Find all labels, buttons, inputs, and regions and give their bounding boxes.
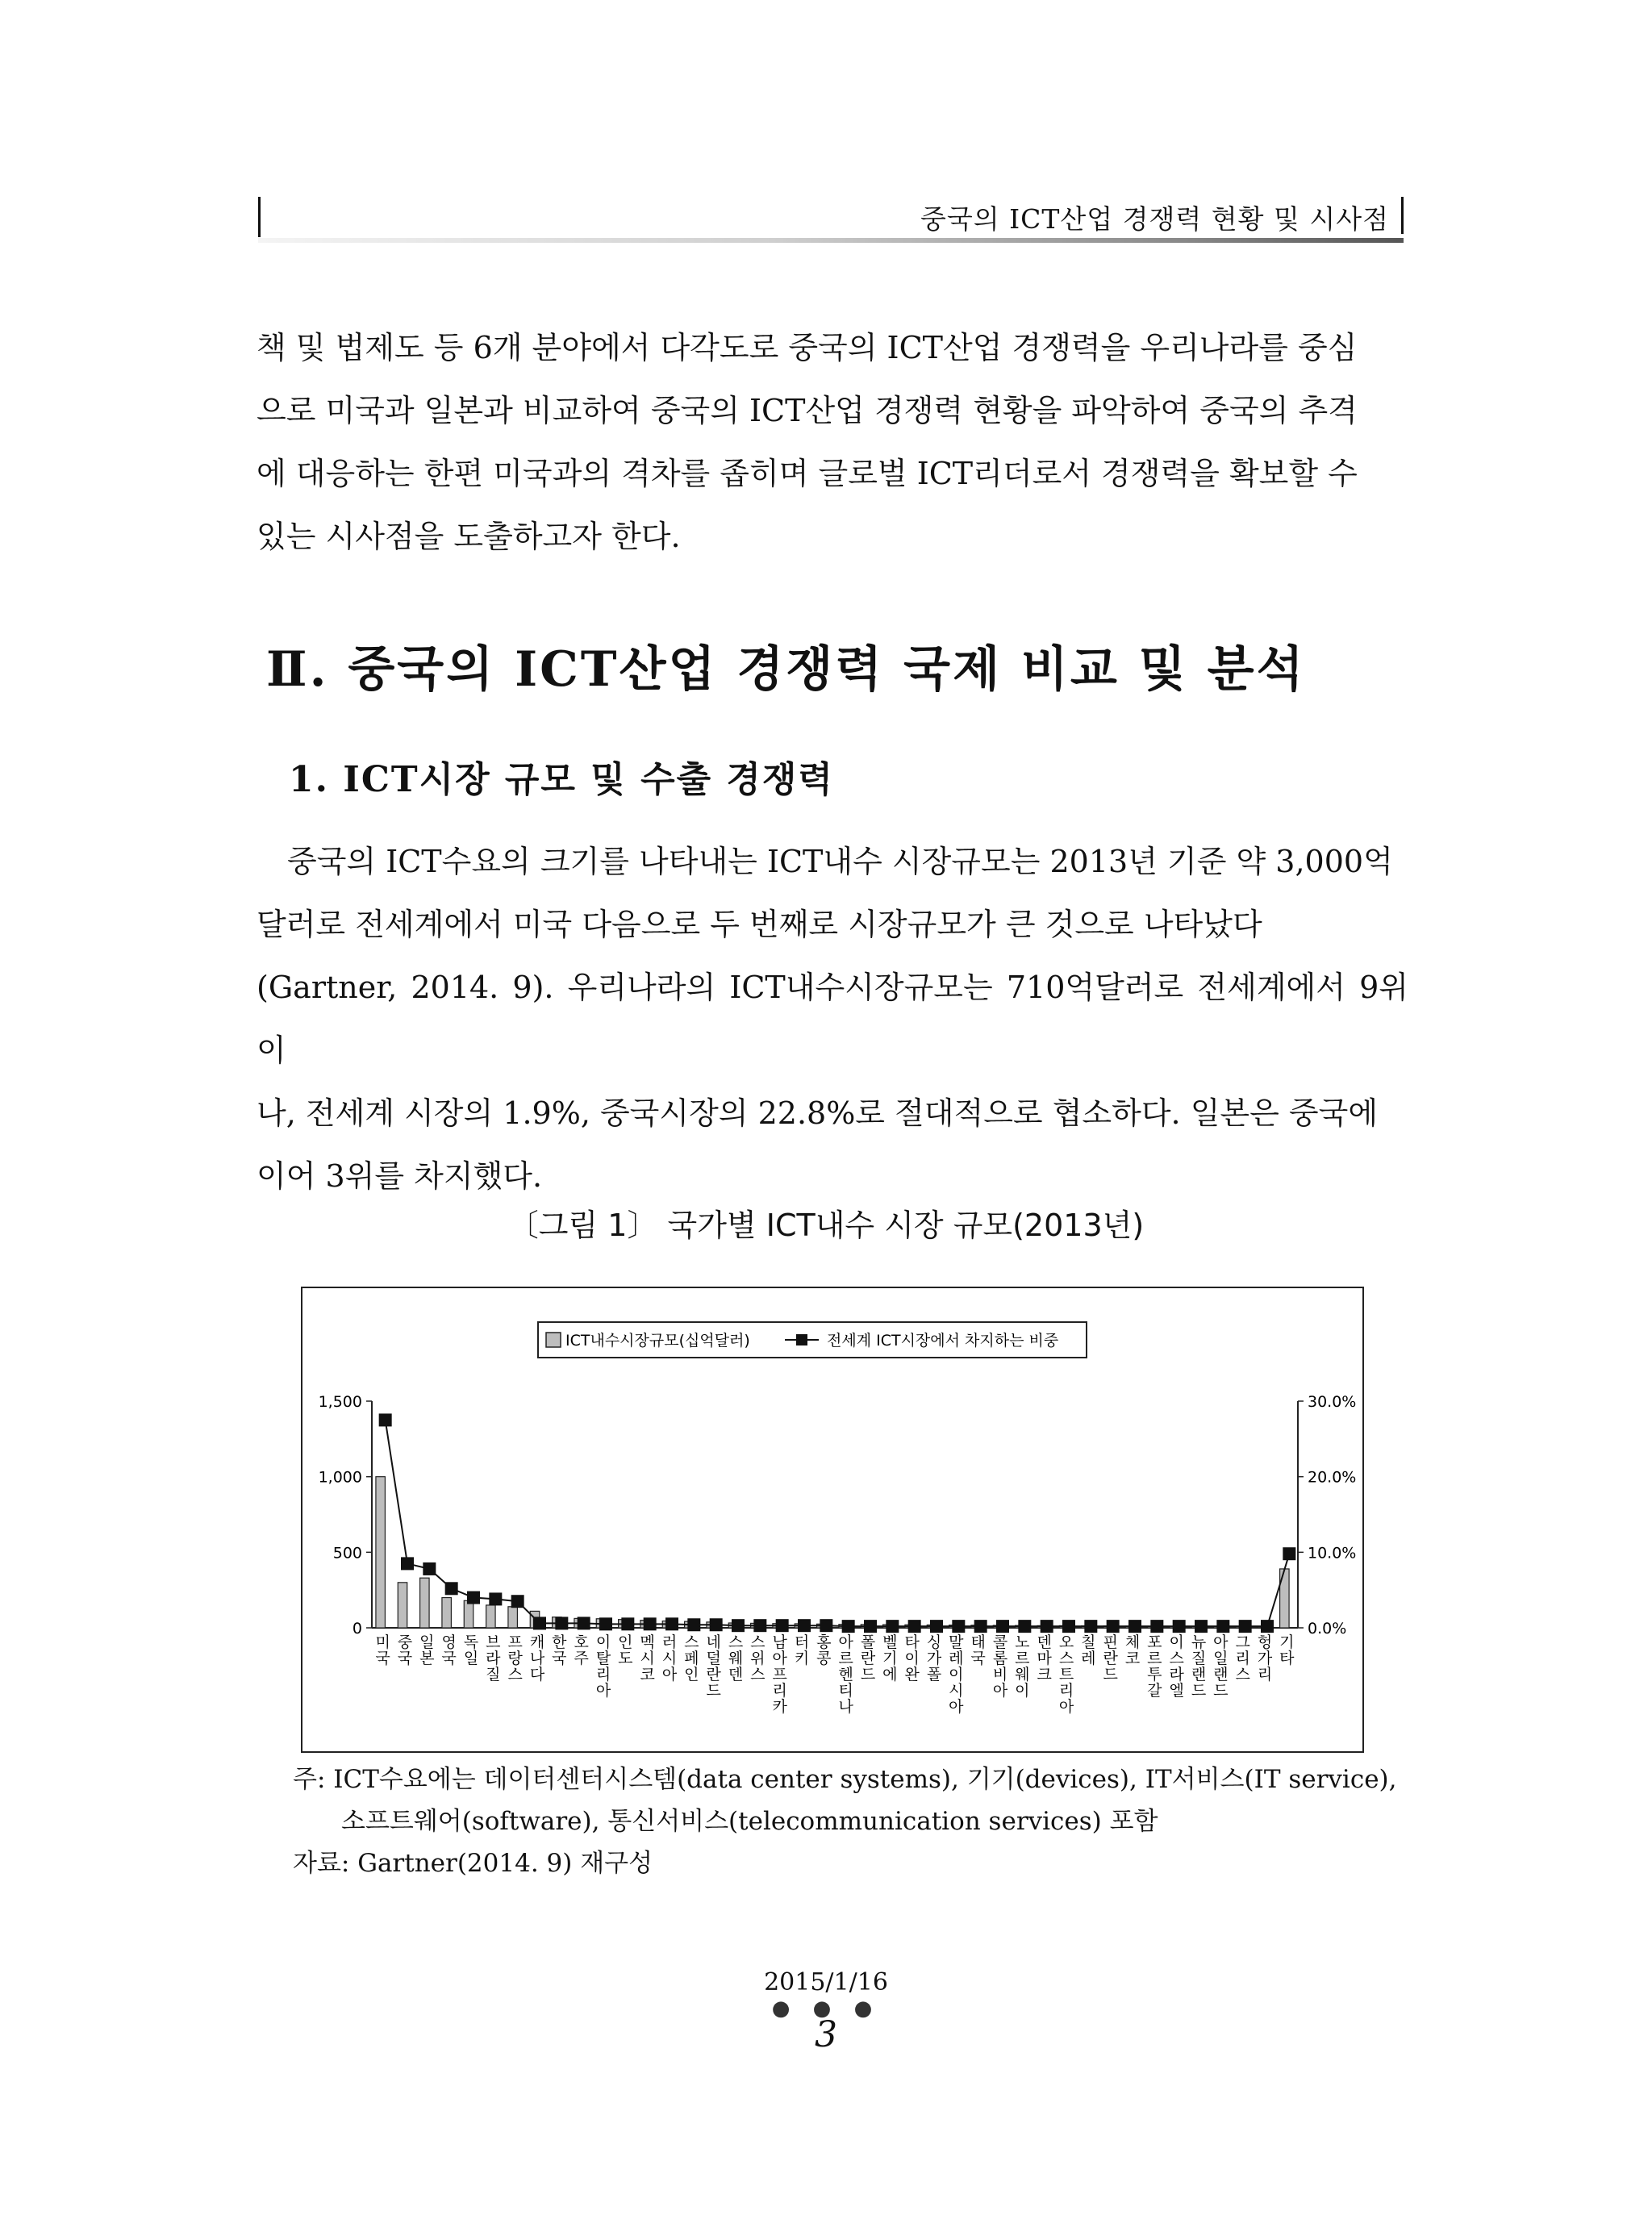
share-marker-포르투갈 bbox=[1150, 1620, 1163, 1633]
share-marker-캐나다 bbox=[533, 1617, 546, 1629]
bar-브라질 bbox=[486, 1605, 495, 1628]
running-head-left-bar bbox=[258, 197, 261, 237]
x-tick-label-말레이시아: 말 레 이 시 아 bbox=[949, 1633, 964, 1716]
x-tick-label-남아프리카: 남 아 프 리 카 bbox=[772, 1633, 787, 1716]
share-marker-아르헨티나 bbox=[842, 1620, 855, 1633]
share-marker-멕시코 bbox=[644, 1617, 657, 1630]
share-marker-타이완 bbox=[908, 1620, 921, 1633]
share-marker-콜롬비아 bbox=[996, 1620, 1009, 1633]
share-marker-노르웨이 bbox=[1018, 1620, 1031, 1633]
x-tick-label-브라질: 브 라 질 bbox=[486, 1633, 501, 1683]
x-tick-label-네덜란드: 네 덜 란 드 bbox=[706, 1633, 721, 1700]
share-marker-덴마크 bbox=[1041, 1620, 1053, 1633]
page-footer bbox=[0, 1968, 1652, 2055]
body-line: 중국의 ICT수요의 크기를 나타내는 ICT내수 시장규모는 2013년 기준 약 3,000억 bbox=[287, 844, 1393, 879]
x-tick-label-호주: 호 주 bbox=[574, 1633, 589, 1667]
x-tick-label-인도: 인 도 bbox=[618, 1633, 633, 1667]
share-marker-뉴질랜드 bbox=[1195, 1620, 1208, 1633]
running-head bbox=[258, 192, 1404, 242]
share-marker-프랑스 bbox=[511, 1595, 524, 1608]
share-marker-헝가리 bbox=[1261, 1620, 1274, 1633]
y-right-tick-label: 0.0% bbox=[1308, 1620, 1347, 1637]
x-tick-label-체코: 체 코 bbox=[1124, 1633, 1141, 1667]
share-marker-태국 bbox=[974, 1620, 987, 1633]
footer-dots: ● ● ● bbox=[771, 1996, 881, 2021]
share-marker-핀란드 bbox=[1107, 1620, 1120, 1633]
legend-marker-swatch bbox=[796, 1334, 807, 1345]
note-line: 주: ICT수요에는 데이터센터시스템(data center systems), 기기(devices), IT서비스(IT service), bbox=[293, 1765, 1397, 1794]
x-tick-label-프랑스: 프 랑 스 bbox=[507, 1633, 523, 1683]
x-tick-label-칠레: 칠 레 bbox=[1081, 1633, 1096, 1667]
share-marker-브라질 bbox=[489, 1592, 502, 1605]
x-tick-label-오스트리아: 오 스 트 리 아 bbox=[1058, 1633, 1074, 1716]
x-tick-label-독일: 독 일 bbox=[463, 1633, 479, 1667]
x-tick-label-폴란드: 폴 란 드 bbox=[860, 1633, 876, 1683]
share-marker-인도 bbox=[621, 1617, 634, 1630]
body-line: 달러로 전세계에서 미국 다음으로 두 번째로 시장규모가 큰 것으로 나타났다 bbox=[257, 907, 1262, 942]
intro-paragraph bbox=[257, 316, 1408, 568]
share-marker-일본 bbox=[423, 1562, 436, 1575]
x-tick-label-벨기에: 벨 기 에 bbox=[882, 1633, 898, 1683]
ict-market-chart bbox=[302, 1288, 1366, 1754]
share-marker-한국 bbox=[555, 1617, 568, 1629]
share-marker-미국 bbox=[379, 1413, 392, 1426]
x-tick-label-핀란드: 핀 란 드 bbox=[1103, 1633, 1118, 1683]
x-tick-label-영국: 영 국 bbox=[441, 1633, 457, 1667]
y-right-tick-label: 20.0% bbox=[1308, 1468, 1357, 1487]
share-marker-스웨덴 bbox=[732, 1619, 745, 1632]
x-tick-label-싱가폴: 싱 가 폴 bbox=[926, 1633, 942, 1683]
share-marker-독일 bbox=[467, 1592, 480, 1604]
section-title: Ⅱ. 중국의 ICT산업 경쟁력 국제 비교 및 분석 bbox=[266, 641, 1306, 698]
x-tick-label-아일랜드: 아 일 랜 드 bbox=[1213, 1633, 1229, 1700]
legend-label-bar: ICT내수시장규모(십억달러) bbox=[565, 1332, 750, 1350]
y-left-tick-label: 0 bbox=[352, 1620, 362, 1637]
share-marker-말레이시아 bbox=[952, 1620, 965, 1633]
share-marker-터키 bbox=[798, 1619, 811, 1632]
y-right-tick-label: 10.0% bbox=[1308, 1544, 1357, 1562]
share-marker-그리스 bbox=[1239, 1620, 1252, 1633]
page-number: 3 bbox=[815, 2014, 837, 2055]
note-line: 소프트웨어(software), 통신서비스(telecommunication services) 포함 bbox=[341, 1807, 1158, 1836]
x-tick-label-콜롬비아: 콜 롬 비 아 bbox=[992, 1633, 1008, 1700]
bar-미국 bbox=[376, 1477, 385, 1628]
figure-caption: 〔그림 1〕 국가별 ICT내수 시장 규모(2013년) bbox=[507, 1208, 1145, 1243]
share-marker-싱가폴 bbox=[930, 1620, 943, 1633]
x-tick-label-중국: 중 국 bbox=[397, 1633, 413, 1667]
x-tick-label-홍콩: 홍 콩 bbox=[816, 1633, 832, 1667]
x-tick-label-이스라엘: 이 스 라 엘 bbox=[1169, 1633, 1184, 1700]
notes bbox=[293, 1758, 1397, 1884]
x-tick-label-한국: 한 국 bbox=[552, 1633, 567, 1667]
share-marker-호주 bbox=[578, 1617, 590, 1629]
source-line: 자료: Gartner(2014. 9) 재구성 bbox=[293, 1849, 653, 1878]
share-marker-오스트리아 bbox=[1062, 1620, 1075, 1633]
x-tick-label-캐나다: 캐 나 다 bbox=[529, 1633, 545, 1683]
intro-line: 있는 시사점을 도출하고자 한다. bbox=[257, 519, 681, 554]
running-head-right-bar bbox=[1401, 197, 1404, 234]
bar-일본 bbox=[420, 1578, 429, 1628]
intro-line: 으로 미국과 일본과 비교하여 중국의 ICT산업 경쟁력 현황을 파악하여 중국의 추격 bbox=[257, 393, 1358, 428]
y-right-tick-label: 30.0% bbox=[1308, 1393, 1357, 1411]
body-line: 나, 전세계 시장의 1.9%, 중국시장의 22.8%로 절대적으로 협소하다. 일본은 중국에 bbox=[257, 1095, 1379, 1131]
legend-label-line: 전세계 ICT시장에서 차지하는 비중 bbox=[827, 1332, 1059, 1350]
share-marker-러시아 bbox=[665, 1617, 678, 1630]
subsection-title: 1. ICT시장 규모 및 수출 경쟁력 bbox=[289, 759, 834, 800]
legend-bar-swatch bbox=[546, 1333, 561, 1347]
y-left-tick-label: 1,500 bbox=[318, 1393, 362, 1411]
share-marker-남아프리카 bbox=[776, 1619, 789, 1632]
share-marker-영국 bbox=[445, 1582, 458, 1595]
x-tick-label-러시아: 러 시 아 bbox=[661, 1633, 678, 1683]
body-line: 이어 3위를 차지했다. bbox=[257, 1158, 543, 1194]
body-paragraph bbox=[257, 830, 1408, 1208]
share-marker-네덜란드 bbox=[710, 1618, 723, 1631]
running-head-title: 중국의 ICT산업 경쟁력 현황 및 시사점 bbox=[920, 203, 1389, 235]
bar-독일 bbox=[464, 1600, 473, 1628]
share-marker-체코 bbox=[1128, 1620, 1141, 1633]
bar-중국 bbox=[398, 1583, 407, 1628]
share-marker-아일랜드 bbox=[1216, 1620, 1229, 1633]
share-marker-스페인 bbox=[687, 1618, 700, 1631]
share-marker-기타 bbox=[1283, 1547, 1295, 1560]
x-tick-label-이탈리아: 이 탈 리 아 bbox=[595, 1633, 611, 1700]
x-tick-label-포르투갈: 포 르 투 갈 bbox=[1147, 1633, 1162, 1700]
x-tick-label-뉴질랜드: 뉴 질 랜 드 bbox=[1191, 1633, 1207, 1700]
y-left-tick-label: 500 bbox=[332, 1544, 362, 1562]
x-tick-label-스페인: 스 페 인 bbox=[684, 1633, 699, 1683]
x-tick-label-아르헨티나: 아 르 헨 티 나 bbox=[838, 1633, 853, 1716]
running-head-rule bbox=[258, 238, 1404, 243]
x-tick-label-스웨덴: 스 웨 덴 bbox=[728, 1633, 744, 1683]
intro-line: 책 및 법제도 등 6개 분야에서 다각도로 중국의 ICT산업 경쟁력을 우리나라를 중심 bbox=[257, 330, 1358, 365]
bar-프랑스 bbox=[508, 1607, 517, 1628]
footer-date: 2015/1/16 bbox=[764, 1968, 888, 1996]
share-marker-폴란드 bbox=[864, 1620, 877, 1633]
x-tick-label-노르웨이: 노 르 웨 이 bbox=[1015, 1633, 1030, 1700]
share-marker-홍콩 bbox=[820, 1619, 832, 1632]
x-tick-label-스위스: 스 위 스 bbox=[750, 1633, 766, 1683]
share-marker-이탈리아 bbox=[599, 1617, 612, 1630]
x-tick-label-미국: 미 국 bbox=[375, 1633, 390, 1667]
x-tick-label-일본: 일 본 bbox=[419, 1633, 435, 1667]
x-tick-label-타이완: 타 이 완 bbox=[904, 1633, 920, 1683]
x-tick-label-그리스: 그 리 스 bbox=[1235, 1633, 1250, 1683]
intro-line: 에 대응하는 한편 미국과의 격차를 좁히며 글로벌 ICT리더로서 경쟁력을 확보할 수 bbox=[257, 456, 1358, 491]
share-marker-중국 bbox=[401, 1557, 414, 1570]
share-marker-스위스 bbox=[753, 1619, 766, 1632]
share-marker-이스라엘 bbox=[1173, 1620, 1186, 1633]
chart-frame bbox=[301, 1287, 1364, 1753]
bar-영국 bbox=[442, 1598, 451, 1628]
x-tick-label-터키: 터 키 bbox=[794, 1633, 810, 1667]
x-tick-label-멕시코: 멕 시 코 bbox=[640, 1633, 655, 1683]
y-left-tick-label: 1,000 bbox=[318, 1468, 362, 1487]
share-marker-벨기에 bbox=[886, 1620, 899, 1633]
x-tick-label-헝가리: 헝 가 리 bbox=[1257, 1633, 1273, 1683]
x-tick-label-기타: 기 타 bbox=[1279, 1633, 1295, 1667]
share-marker-칠레 bbox=[1084, 1620, 1097, 1633]
body-line: (Gartner, 2014. 9). 우리나라의 ICT내수시장규모는 710억달러로 전세계에서 9위이 bbox=[257, 970, 1408, 1068]
x-tick-label-덴마크: 덴 마 크 bbox=[1037, 1633, 1052, 1683]
x-tick-label-태국: 태 국 bbox=[970, 1633, 986, 1667]
